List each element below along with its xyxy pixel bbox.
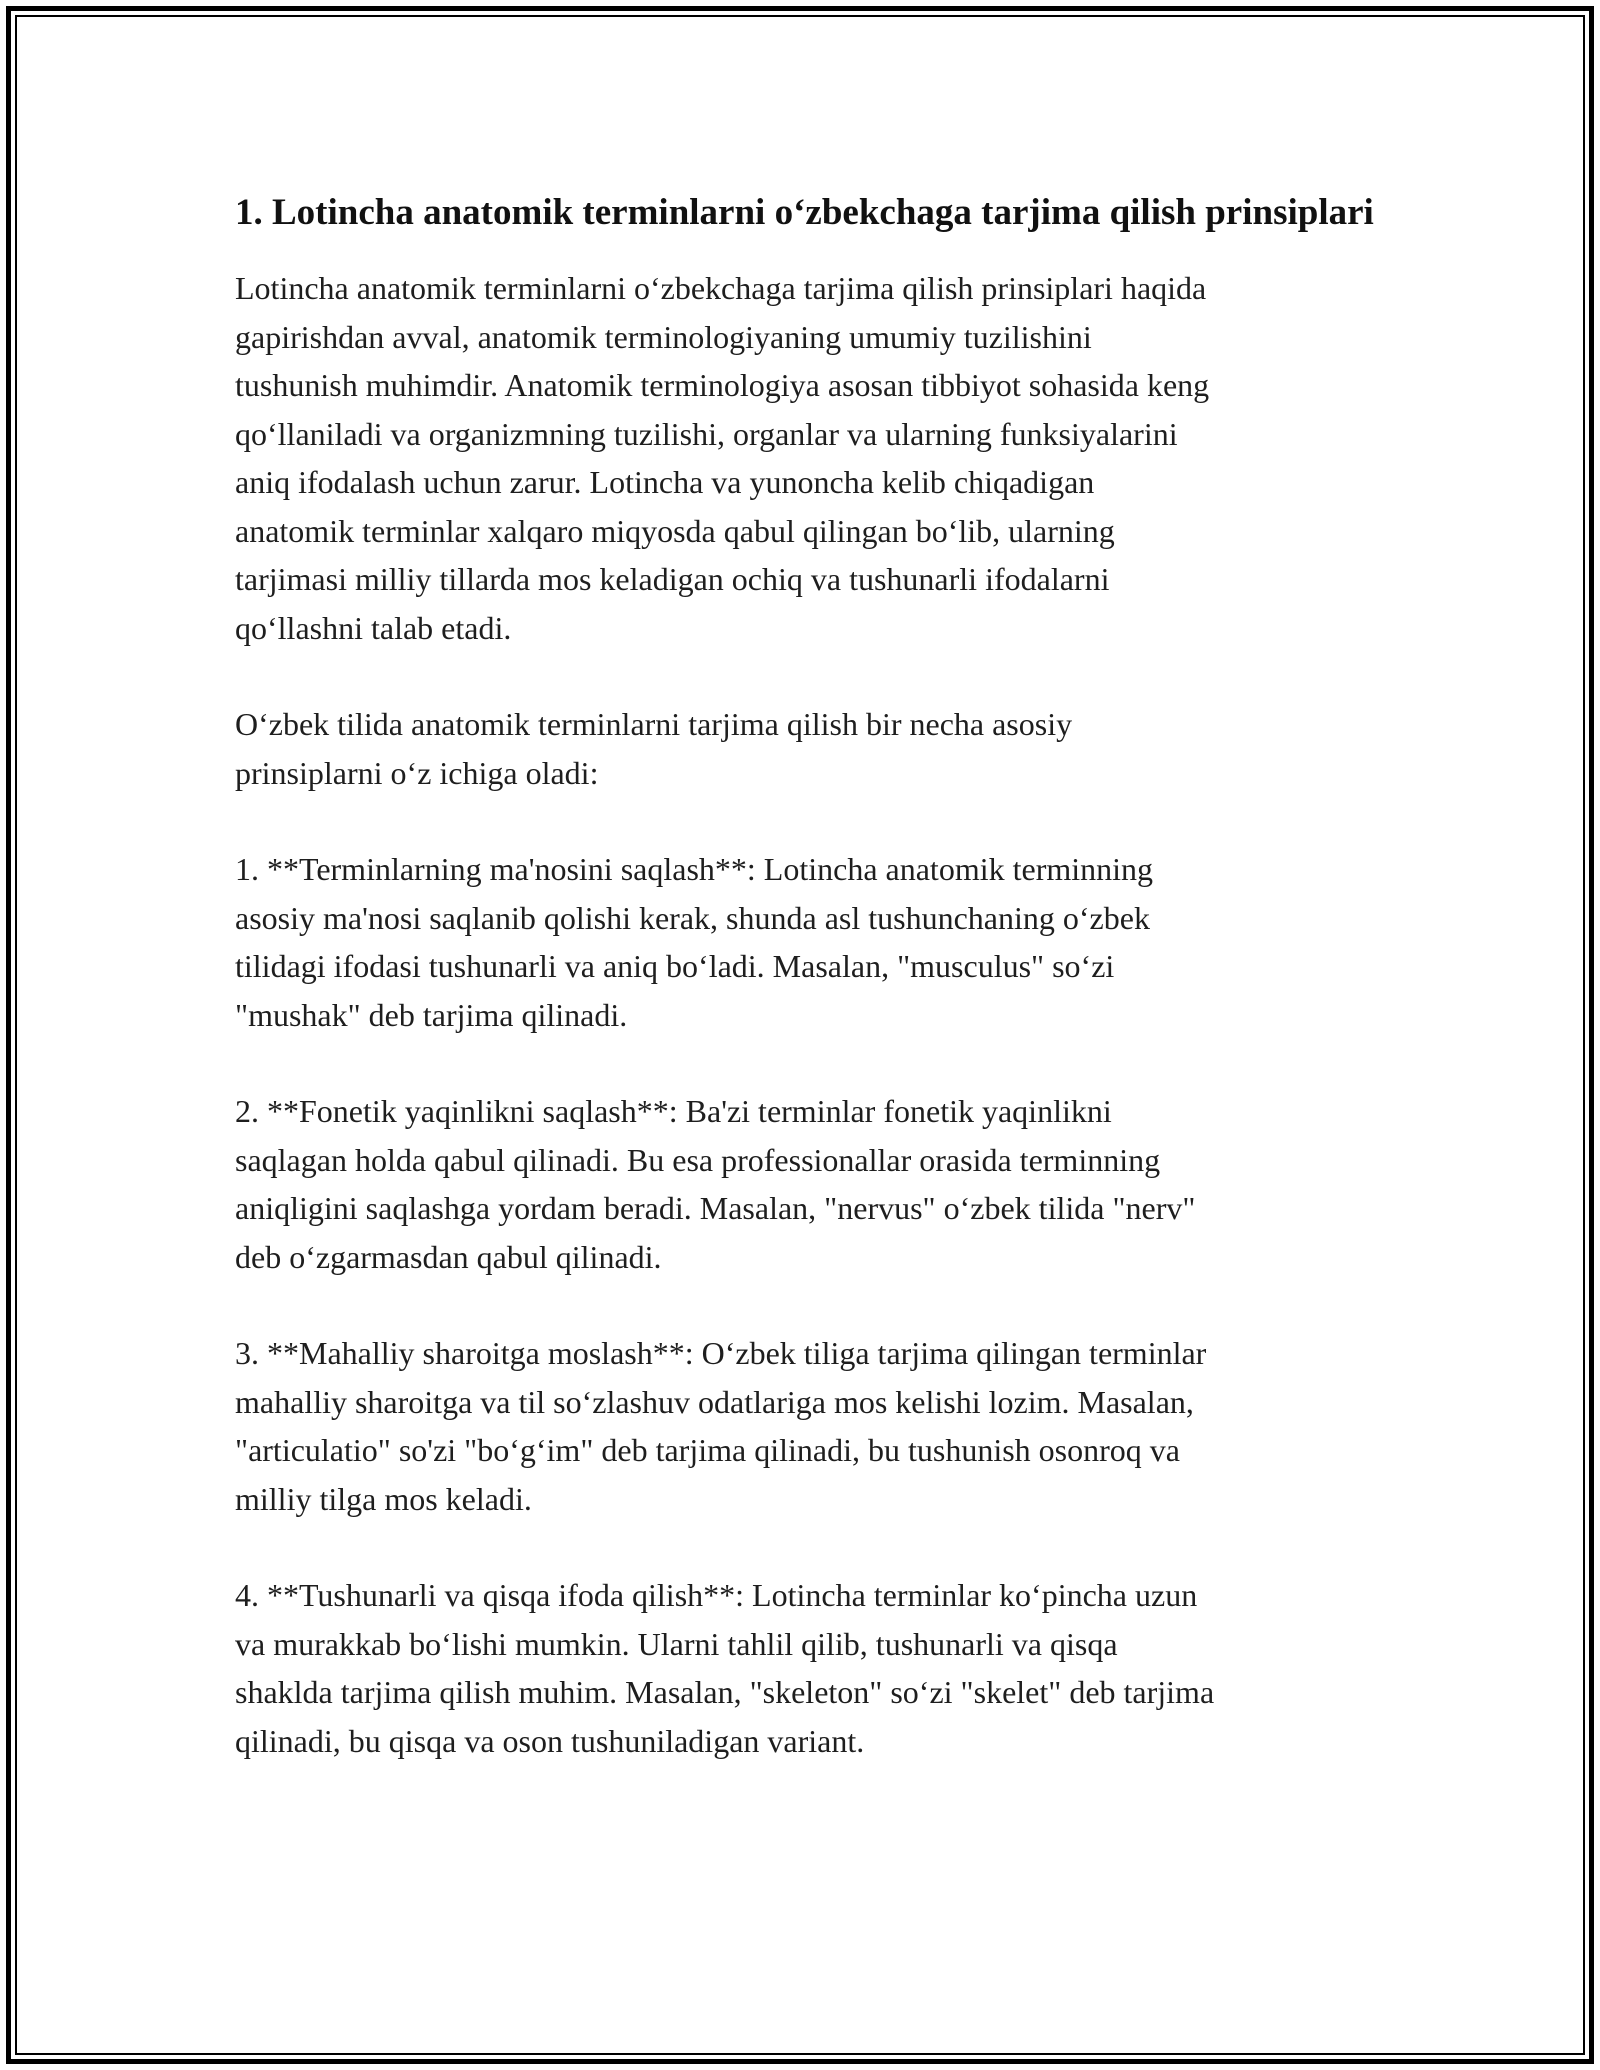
- principle-item-4: 4. **Tushunarli va qisqa ifoda qilish**: Lotincha terminlar ko‘pincha uzun va murakkab bo‘lishi mumkin. Ularni tahlil qilib, tushunarli va qisqa shaklda tarjima qilish muhim. Masalan, "skeleton" so‘zi "skelet" deb tarjima qilinadi, bu qisqa va oson tushuniladigan variant.: [235, 1577, 1215, 1759]
- principle-item-3: 3. **Mahalliy sharoitga moslash**: O‘zbek tiliga tarjima qilingan terminlar mahalliy sharoitga va til so‘zlashuv odatlariga mos kelishi lozim. Masalan, "articulatio" so'zi "bo‘g‘im" deb tarjima qilinadi, bu tushunish osonroq va milliy tilga mos keladi.: [235, 1335, 1207, 1517]
- principles-intro-paragraph: O‘zbek tilida anatomik terminlarni tarjima qilish bir necha asosiy prinsiplarni o‘z ichiga oladi:: [235, 706, 1073, 791]
- intro-paragraph: Lotincha anatomik terminlarni o‘zbekchaga tarjima qilish prinsiplari haqida gapirishdan avval, anatomik terminologiyaning umumiy tuzilishini tushunish muhimdir. Anatomik terminologiya asosan tibbiyot sohasida keng qo‘llaniladi va organizmning tuzilishi, organlar va ularning funksiyalarini aniq ifodalash uchun zarur. Lotincha va yunoncha kelib chiqadigan anatomik terminlar xalqaro miqyosda qabul qilingan bo‘lib, ularning tarjimasi milliy tillarda mos keladigan ochiq va tushunarli ifodalarni qo‘llashni talab etadi.: [235, 270, 1210, 646]
- section-heading: 1. Lotincha anatomik terminlarni o‘zbekchaga tarjima qilish prinsiplari: [235, 192, 1374, 233]
- document-page: [235, 185, 1375, 1813]
- principle-item-2: 2. **Fonetik yaqinlikni saqlash**: Ba'zi terminlar fonetik yaqinlikni saqlagan holda qabul qilinadi. Bu esa professionallar orasida terminning aniqligini saqlashga yordam beradi. Masalan, "nervus" o‘zbek tilida "nerv" deb o‘zgarmasdan qabul qilinadi.: [235, 1093, 1196, 1275]
- principle-item-1: 1. **Terminlarning ma'nosini saqlash**: Lotincha anatomik terminning asosiy ma'nosi saqlanib qolishi kerak, shunda asl tushunchaning o‘zbek tilidagi ifodasi tushunarli va aniq bo‘ladi. Masalan, "musculus" so‘zi "mushak" deb tarjima qilinadi.: [235, 851, 1154, 1033]
